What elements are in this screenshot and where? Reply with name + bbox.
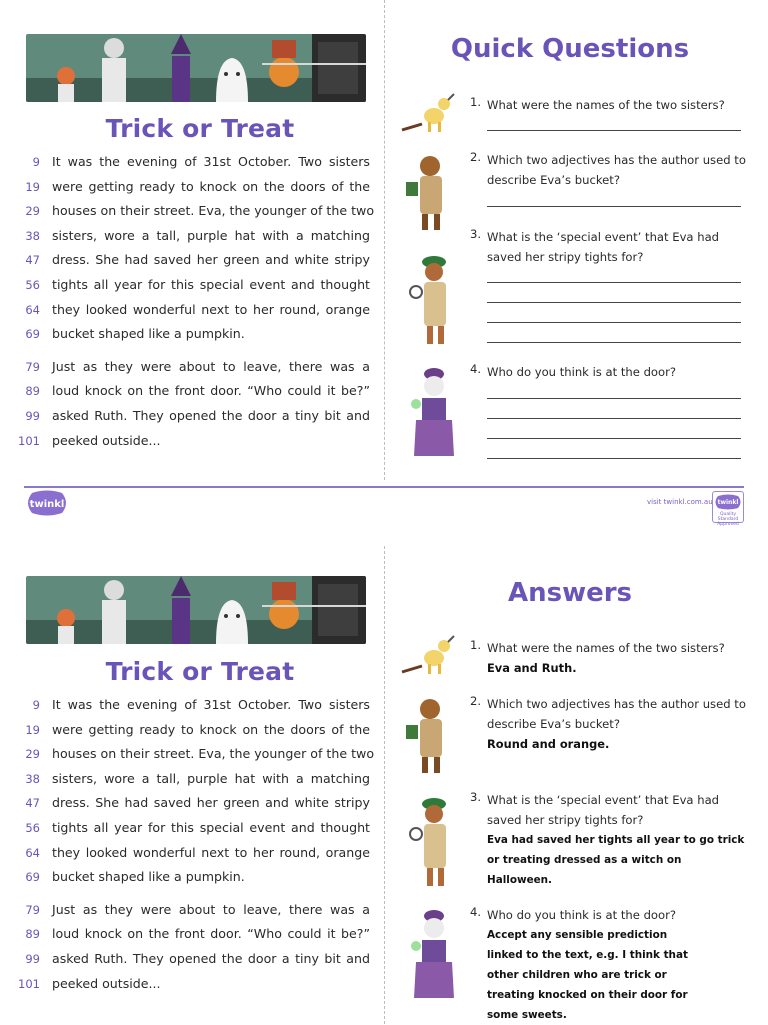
quality-badge xyxy=(712,491,744,527)
answers-heading: Answers xyxy=(507,578,633,608)
story-line: loud knock on the front door. “Who could it be?” xyxy=(52,926,370,942)
story-line: loud knock on the front door. “Who could it be?” xyxy=(52,383,370,399)
dog-character xyxy=(400,634,456,678)
story-title: Trick or Treat xyxy=(105,657,295,686)
answer-line[interactable] xyxy=(487,302,741,303)
story-line: houses on their street. Eva, the younger of the two xyxy=(52,746,375,762)
answer-text: Eva and Ruth. xyxy=(487,661,577,675)
story-title: Trick or Treat xyxy=(105,114,295,143)
word-count: 19 xyxy=(25,179,40,194)
story-line: were getting ready to knock on the doors of the xyxy=(52,178,370,194)
word-count: 99 xyxy=(25,408,40,423)
vertical-divider-top xyxy=(384,0,385,480)
word-count: 64 xyxy=(25,302,40,317)
vertical-divider-bottom xyxy=(384,546,385,1024)
dog-detective xyxy=(408,252,454,348)
question-text: Who do you think is at the door? xyxy=(487,365,677,379)
elephant-lady xyxy=(408,366,458,462)
story-line: sisters, wore a tall, purple hat with a matching xyxy=(52,770,370,786)
story-passage xyxy=(14,693,375,996)
question-number: 3. xyxy=(470,790,482,804)
word-count: 79 xyxy=(25,902,40,917)
question-text: What is the ‘special event’ that Eva had saved her stripy tights for? xyxy=(487,230,720,264)
question-text: What were the names of the two sisters? xyxy=(487,641,725,655)
questions-heading: Quick Questions xyxy=(450,34,690,64)
story-line: peeked outside... xyxy=(52,975,161,991)
story-line: sisters, wore a tall, purple hat with a matching xyxy=(52,227,370,243)
answer-line[interactable] xyxy=(487,438,741,439)
bear-detective xyxy=(402,697,452,777)
answer-line[interactable] xyxy=(487,398,741,399)
word-count: 64 xyxy=(25,845,40,860)
word-count: 89 xyxy=(25,384,40,399)
question-text: Which two adjectives has the author used to describe Eva’s bucket? xyxy=(487,697,746,731)
story-line: Just as they were about to leave, there was a xyxy=(52,358,370,374)
story-line: dress. She had saved her green and white stripy xyxy=(52,252,370,268)
answer-line[interactable] xyxy=(487,418,741,419)
bear-detective xyxy=(402,154,452,234)
story-line: houses on their street. Eva, the younger of the two xyxy=(52,203,375,219)
question-number: 2. xyxy=(470,694,482,708)
story-line: asked Ruth. They opened the door a tiny bit and xyxy=(52,950,370,966)
question-text: Which two adjectives has the author used to describe Eva’s bucket? xyxy=(487,153,746,187)
story-line: bucket shaped like a pumpkin. xyxy=(52,326,245,342)
halloween-banner xyxy=(26,34,366,102)
badge-label: Quality Standard Approved xyxy=(717,512,739,527)
word-count: 29 xyxy=(25,204,40,219)
question-number: 4. xyxy=(470,362,482,376)
footer-url[interactable]: visit twinkl.com.au xyxy=(647,498,713,506)
word-count: 47 xyxy=(25,796,40,811)
word-count: 79 xyxy=(25,359,40,374)
word-count: 89 xyxy=(25,927,40,942)
horizontal-divider xyxy=(24,486,744,488)
question-number: 4. xyxy=(470,905,482,919)
word-count: 29 xyxy=(25,747,40,762)
story-line: they looked wonderful next to her round, orange xyxy=(52,301,370,317)
answer-line[interactable] xyxy=(487,206,741,207)
badge-logo-text: twinkl xyxy=(717,499,739,506)
story-line: tights all year for this special event and thought xyxy=(52,819,370,835)
answer-line[interactable] xyxy=(487,282,741,283)
word-count: 69 xyxy=(25,870,40,885)
story-line: they looked wonderful next to her round, orange xyxy=(52,844,370,860)
answer-line[interactable] xyxy=(487,322,741,323)
story-line: bucket shaped like a pumpkin. xyxy=(52,869,245,885)
story-line: Just as they were about to leave, there was a xyxy=(52,901,370,917)
word-count: 56 xyxy=(25,277,40,292)
word-count: 56 xyxy=(25,820,40,835)
elephant-lady xyxy=(408,908,458,1004)
twinkl-logo-text: twinkl xyxy=(29,499,65,510)
story-line: tights all year for this special event and thought xyxy=(52,276,370,292)
answer-text: Round and orange. xyxy=(487,737,610,751)
story-line: were getting ready to knock on the doors of the xyxy=(52,721,370,737)
story-line: It was the evening of 31st October. Two sisters xyxy=(52,154,370,169)
halloween-banner xyxy=(26,576,366,644)
story-passage xyxy=(14,150,375,453)
word-count: 101 xyxy=(18,976,40,991)
story-line: peeked outside... xyxy=(52,432,161,448)
question-number: 1. xyxy=(470,638,482,652)
word-count: 99 xyxy=(25,951,40,966)
question-text: What were the names of the two sisters? xyxy=(487,98,725,112)
dog-detective xyxy=(408,794,454,890)
word-count: 38 xyxy=(25,771,40,786)
word-count: 9 xyxy=(32,155,40,169)
answer-line[interactable] xyxy=(487,130,741,131)
answer-line[interactable] xyxy=(487,342,741,343)
question-number: 2. xyxy=(470,150,482,164)
word-count: 47 xyxy=(25,253,40,268)
story-line: It was the evening of 31st October. Two sisters xyxy=(52,697,370,712)
answer-text: Eva had saved her tights all year to go trick or treating dressed as a witch on Halloween. xyxy=(487,834,745,886)
word-count: 9 xyxy=(32,698,40,712)
dog-character xyxy=(400,92,456,136)
story-line: asked Ruth. They opened the door a tiny bit and xyxy=(52,407,370,423)
story-line: dress. She had saved her green and white stripy xyxy=(52,795,370,811)
question-text: Who do you think is at the door? xyxy=(487,908,677,922)
answer-text: Accept any sensible prediction linked to the text, e.g. I think that other children who are trick or treating knocked on their door for some sweets. xyxy=(487,929,688,1021)
question-number: 1. xyxy=(470,95,482,109)
word-count: 19 xyxy=(25,722,40,737)
word-count: 101 xyxy=(18,433,40,448)
question-text: What is the ‘special event’ that Eva had saved her stripy tights for? xyxy=(487,793,720,827)
question-number: 3. xyxy=(470,227,482,241)
word-count: 69 xyxy=(25,327,40,342)
word-count: 38 xyxy=(25,228,40,243)
answer-line[interactable] xyxy=(487,458,741,459)
twinkl-logo[interactable] xyxy=(26,490,68,520)
